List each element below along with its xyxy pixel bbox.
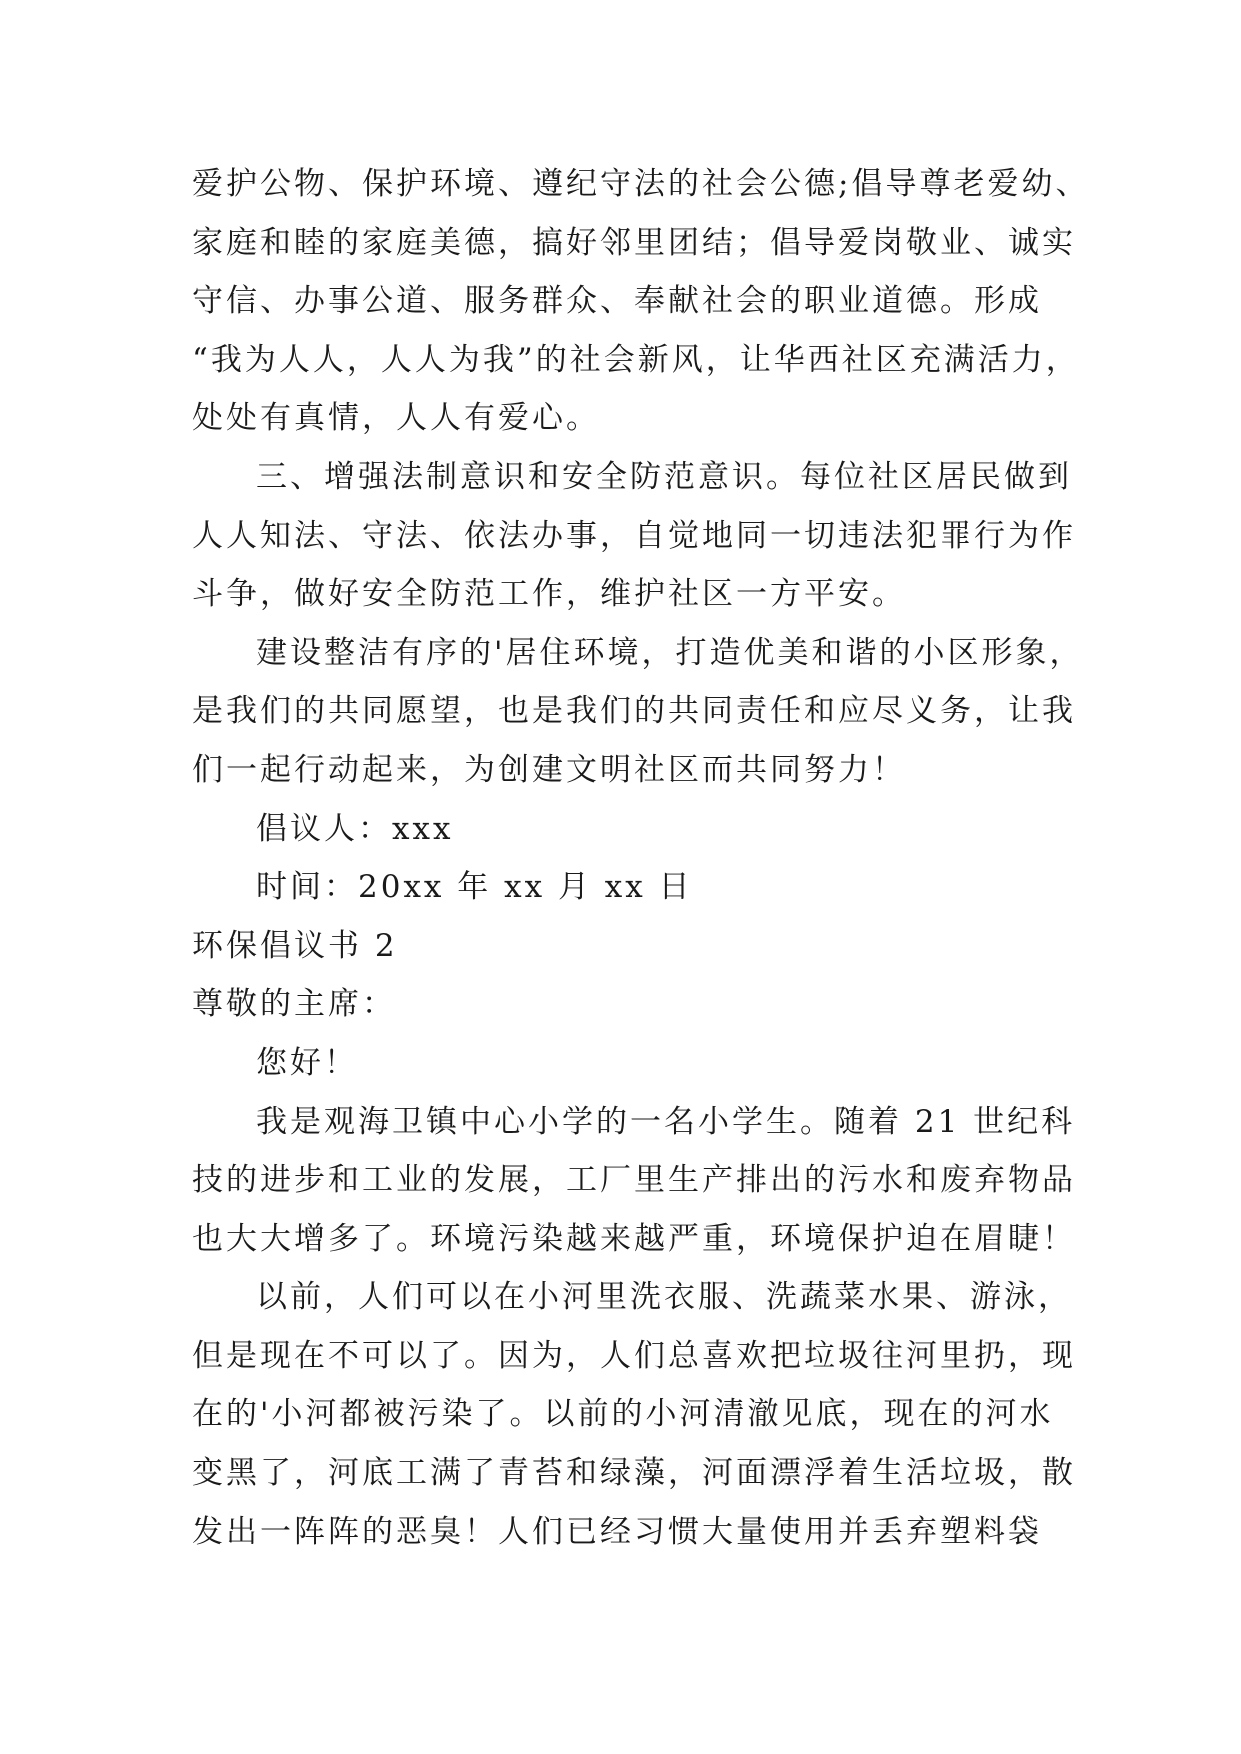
text-line: 但是现在不可以了。因为，人们总喜欢把垃圾往河里扔，现 [192, 1337, 1076, 1374]
text-line: 我是观海卫镇中心小学的一名小学生。随着 21 世纪科 [256, 1103, 1076, 1140]
salutation: 尊敬的主席： [192, 986, 396, 1023]
date-line: 时间：20xx 年 xx 月 xx 日 [256, 869, 693, 906]
text-line: 建设整洁有序的'居住环境，打造优美和谐的小区形象， [256, 634, 1084, 671]
text-line: 爱护公物、保护环境、遵纪守法的社会公德;倡导尊老爱幼、 [192, 166, 1090, 202]
section-title: 环保倡议书 2 [192, 927, 398, 964]
document-body [192, 155, 1090, 1561]
text-line: 家庭和睦的家庭美德，搞好邻里团结；倡导爱岗敬业、诚实 [192, 224, 1076, 261]
greeting: 您好！ [256, 1044, 358, 1081]
proposer-line: 倡议人：xxx [256, 810, 454, 847]
text-line: 人人知法、守法、依法办事，自觉地同一切违法犯罪行为作 [192, 517, 1076, 554]
text-line: 变黑了，河底工满了青苔和绿藻，河面漂浮着生活垃圾，散 [192, 1455, 1076, 1492]
text-line: 处处有真情，人人有爱心。 [192, 400, 600, 437]
text-line: 技的进步和工业的发展，工厂里生产排出的污水和废弃物品 [192, 1162, 1076, 1199]
text-line: 也大大增多了。环境污染越来越严重，环境保护迫在眉睫！ [192, 1220, 1076, 1257]
text-line: 们一起行动起来，为创建文明社区而共同努力！ [192, 751, 906, 788]
text-line: 守信、办事公道、服务群众、奉献社会的职业道德。形成 [192, 283, 1042, 320]
text-line: 斗争，做好安全防范工作，维护社区一方平安。 [192, 576, 906, 613]
text-line: “我为人人，人人为我”的社会新风，让华西社区充满活力， [192, 341, 1080, 378]
text-line: 发出一阵阵的恶臭！人们已经习惯大量使用并丢弃塑料袋 [192, 1513, 1042, 1550]
text-line: 是我们的共同愿望，也是我们的共同责任和应尽义务，让我 [192, 693, 1076, 730]
paragraph-three-heading: 三、增强法制意识和安全防范意识。每位社区居民做到 [256, 458, 1072, 495]
text-line: 在的'小河都被污染了。以前的小河清澈见底，现在的河水 [192, 1396, 1054, 1433]
text-line: 以前，人们可以在小河里洗衣服、洗蔬菜水果、游泳， [256, 1279, 1072, 1316]
